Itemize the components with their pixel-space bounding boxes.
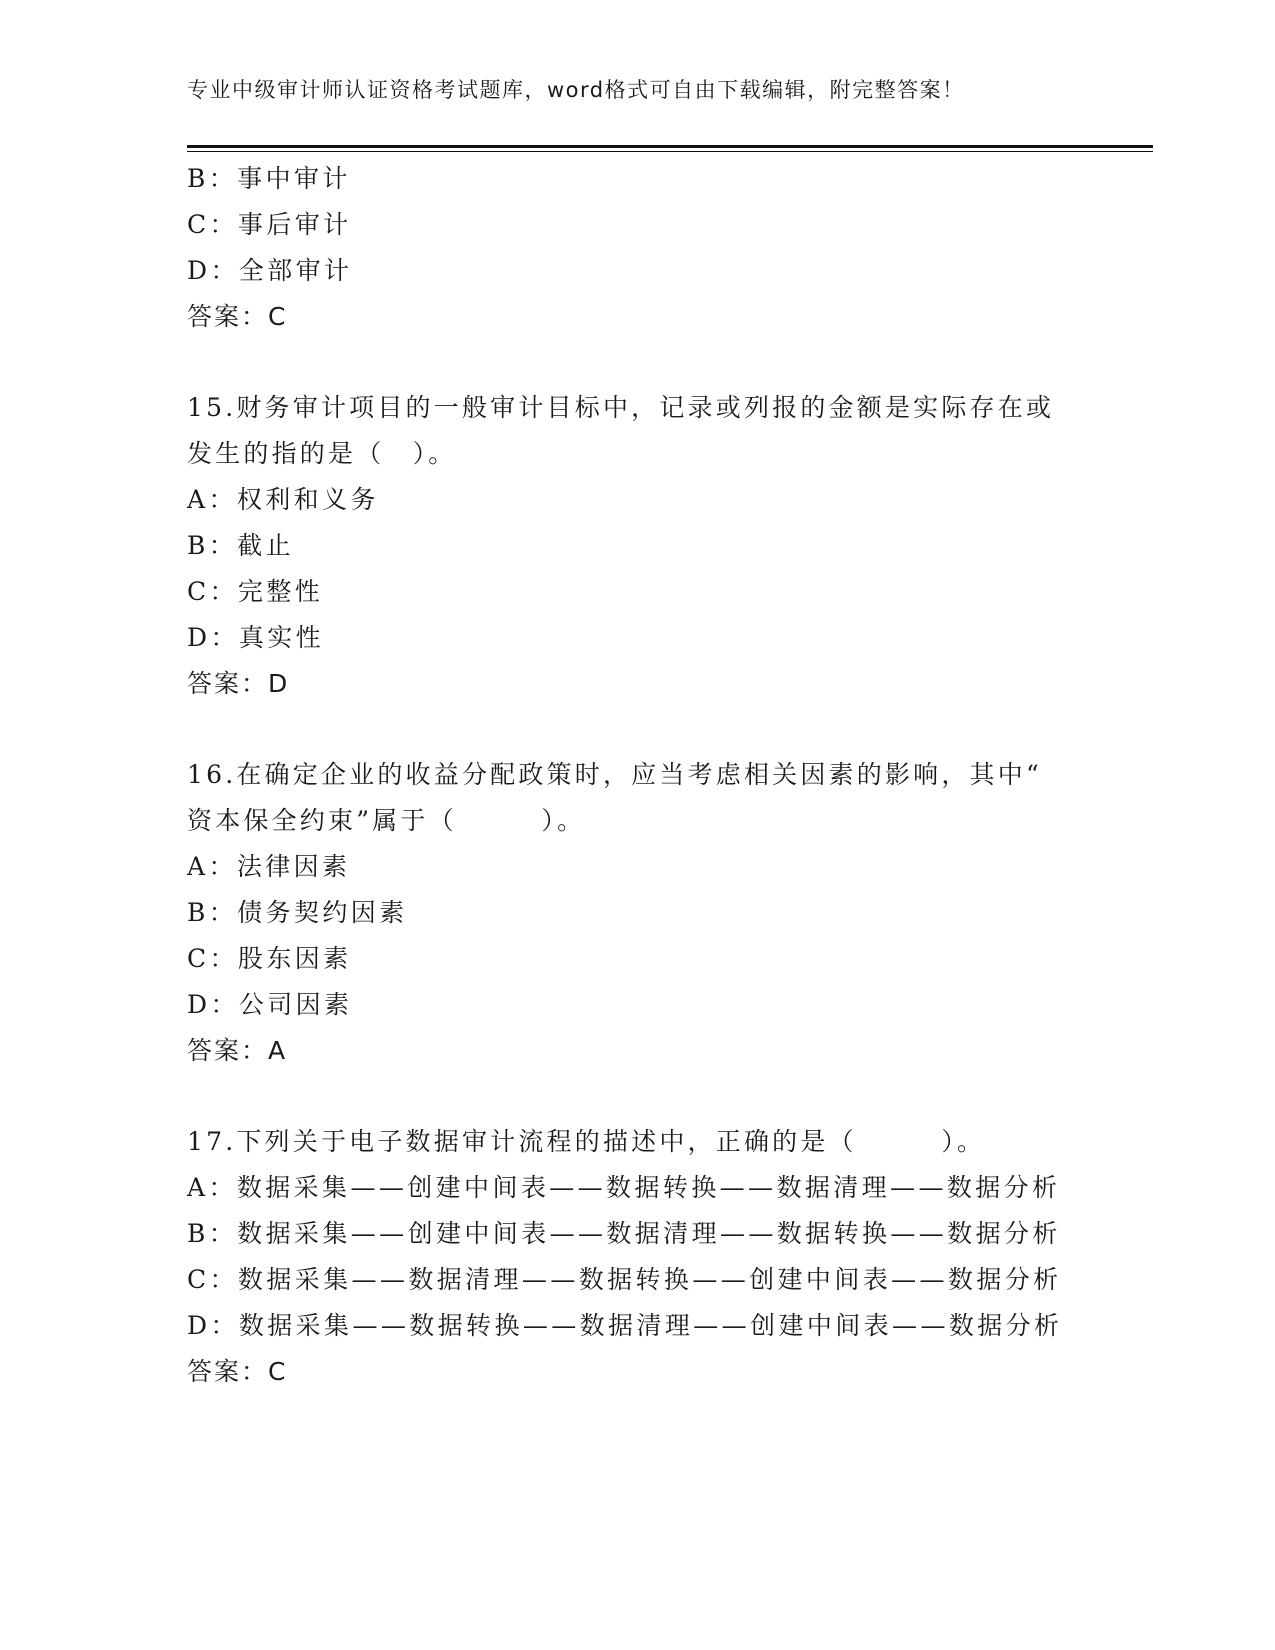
header-rule-thick <box>187 145 1153 148</box>
option-b: B：数据采集——创建中间表——数据清理——数据转换——数据分析 <box>187 1219 1061 1248</box>
question-stem-line: 17.下列关于电子数据审计流程的描述中，正确的是（ ）。 <box>187 1127 986 1156</box>
option-c: C：事后审计 <box>187 210 352 239</box>
option-c: C：股东因素 <box>187 944 352 973</box>
question-stem-line: 16.在确定企业的收益分配政策时，应当考虑相关因素的影响，其中“ <box>187 760 1042 789</box>
continued-question <box>187 156 1087 340</box>
answer: 答案：A <box>187 1036 288 1065</box>
answer: 答案：C <box>187 302 288 331</box>
answer: 答案：D <box>187 669 290 698</box>
document-body <box>187 156 1087 1395</box>
header-rule-thin <box>187 151 1153 152</box>
option-a: A：法律因素 <box>187 852 351 881</box>
question-stem-line: 资本保全约束”属于（ ）。 <box>187 806 586 835</box>
option-d: D：真实性 <box>187 623 325 652</box>
answer: 答案：C <box>187 1357 288 1386</box>
option-b: B：债务契约因素 <box>187 898 408 927</box>
question-15 <box>187 385 1087 707</box>
question-17 <box>187 1119 1087 1395</box>
option-d: D：全部审计 <box>187 256 353 285</box>
option-b: B：事中审计 <box>187 164 351 193</box>
page-header: 专业中级审计师认证资格考试题库，word格式可自由下载编辑，附完整答案！ <box>187 78 965 102</box>
option-c: C：数据采集——数据清理——数据转换——创建中间表——数据分析 <box>187 1265 1062 1294</box>
question-stem-line: 15.财务审计项目的一般审计目标中，记录或列报的金额是实际存在或 <box>187 393 1055 422</box>
option-c: C：完整性 <box>187 577 324 606</box>
option-d: D：公司因素 <box>187 990 353 1019</box>
option-a: A：数据采集——创建中间表——数据转换——数据清理——数据分析 <box>187 1173 1061 1202</box>
question-16 <box>187 752 1087 1074</box>
option-d: D：数据采集——数据转换——数据清理——创建中间表——数据分析 <box>187 1311 1063 1340</box>
question-stem-line: 发生的指的是（ ）。 <box>187 439 457 468</box>
option-b: B：截止 <box>187 531 294 560</box>
option-a: A：权利和义务 <box>187 485 379 514</box>
